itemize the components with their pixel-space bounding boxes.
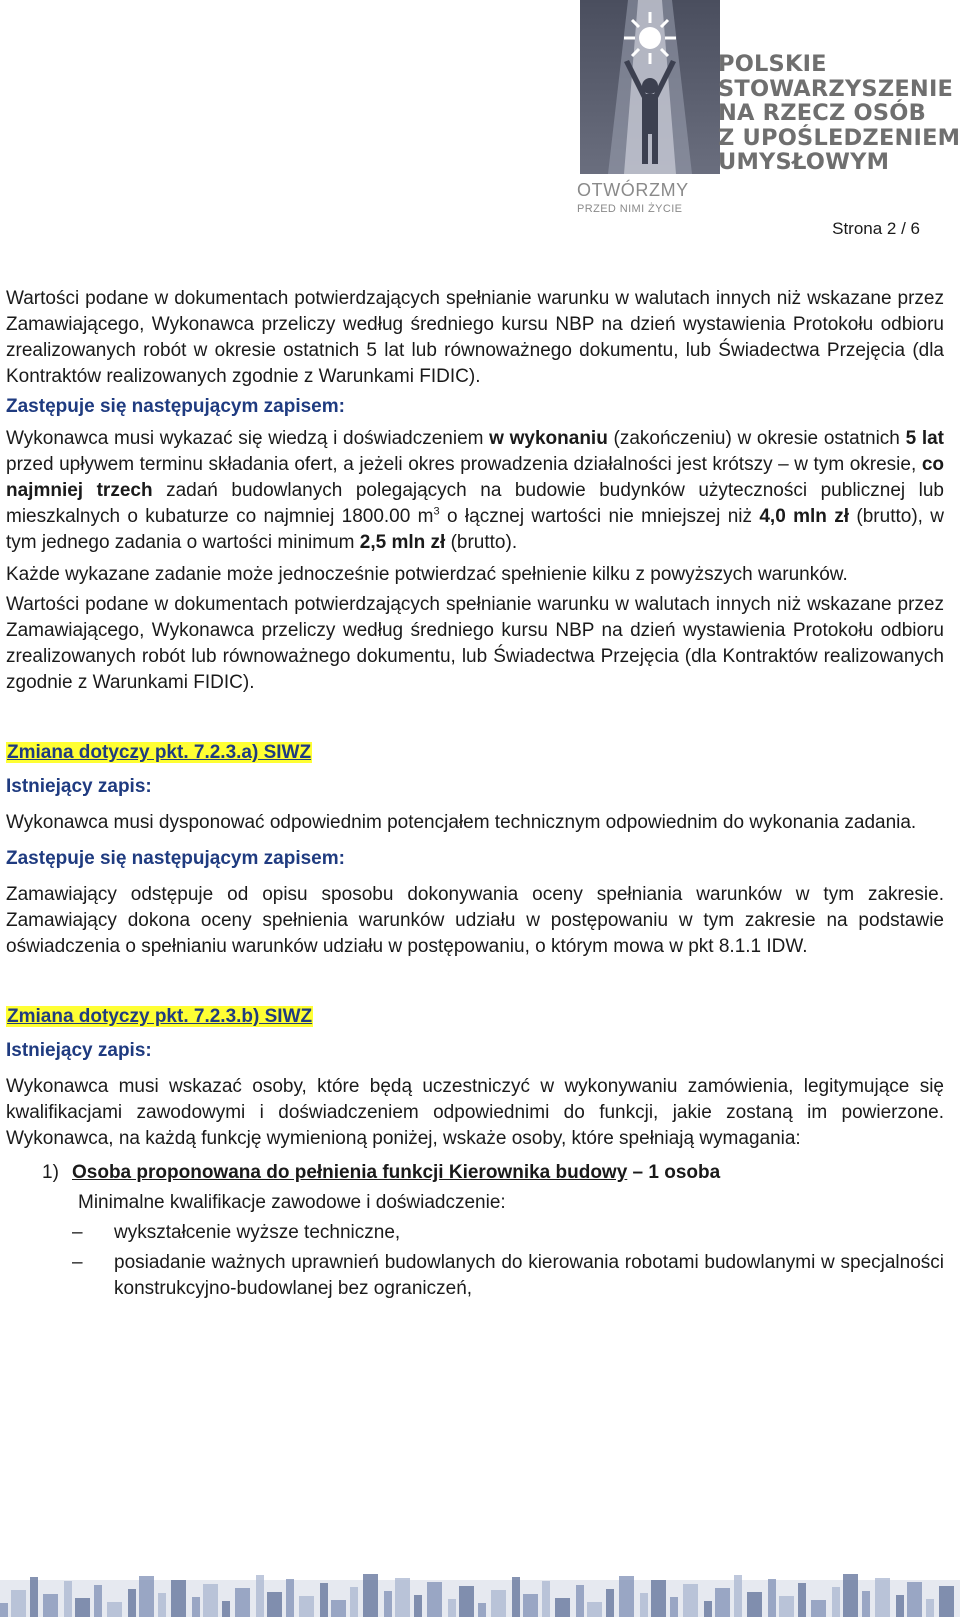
bold-span: 5 lat — [905, 428, 944, 449]
superscript: 3 — [433, 505, 440, 518]
footer-silhouette — [267, 1592, 282, 1617]
footer-silhouette — [171, 1580, 186, 1617]
list-subheading: Minimalne kwalifikacje zawodowe i doświadczenie: — [78, 1192, 506, 1213]
list-item-suffix: – 1 osoba — [627, 1162, 721, 1183]
footer-silhouette — [459, 1586, 474, 1617]
org-name-line: Z UPOŚLEDZENIEM — [718, 124, 960, 151]
footer-silhouette — [64, 1581, 72, 1617]
text-span: Wykonawca musi wykazać się wiedzą i doświadczeniem — [6, 428, 490, 449]
footer-silhouette — [811, 1600, 826, 1617]
text-span: zadań budowlanych polegających na budowie budynków użyteczności publicznej lub mieszkalnych o kubaturze co najmniej 1800.00 m — [6, 480, 944, 527]
footer-silhouette — [256, 1575, 264, 1617]
footer-silhouette — [158, 1593, 166, 1617]
list-number: 1) — [42, 1162, 59, 1183]
footer-silhouette — [896, 1595, 904, 1617]
footer-silhouette — [907, 1582, 922, 1617]
footer-silhouette — [203, 1584, 218, 1617]
text-span: o łącznej wartości nie mniejszej niż — [439, 506, 760, 527]
footer-silhouette — [670, 1597, 678, 1617]
change-heading-a — [6, 740, 944, 766]
footer-silhouette — [286, 1579, 294, 1617]
dash-item-text: posiadanie ważnych uprawnień budowlanych do kierowania robotami budowlanymi w specjalności konstrukcyjno-budowlanej bez ograniczeń, — [114, 1252, 944, 1299]
footer-silhouette — [448, 1599, 456, 1617]
footer-silhouette — [862, 1591, 870, 1617]
change-label: Zmiana dotyczy pkt. 7.2.3.a) SIWZ — [7, 742, 312, 763]
footer-silhouette — [235, 1588, 250, 1617]
footer-silhouette — [523, 1594, 538, 1617]
footer-silhouette — [128, 1589, 136, 1617]
org-name-line: NA RZECZ OSÓB — [718, 100, 926, 126]
logo-emblem-icon — [580, 0, 720, 186]
bold-span: 2,5 mln zł — [359, 532, 446, 553]
footer-silhouette — [11, 1590, 26, 1617]
footer-silhouette — [512, 1577, 520, 1617]
document-body — [6, 286, 944, 1302]
paragraph-currency-conversion: Wartości podane w dokumentach potwierdzających spełnianie warunku w walutach innych niż wskazane przez Zamawiającego, Wykonawca przeliczy według średniego kursu NBP na dzień wystawienia Protokołu odbioru zrealizowanych robót w okresie ostatnich 5 lat lub równoważnego dokumentu, lub Świadectwa Przejęcia (dla Kontraktów realizowanych zgodnie z Warunkami FIDIC). — [6, 288, 944, 387]
organization-name — [718, 52, 960, 175]
text-span: (zakończeniu) w okresie ostatnich — [607, 428, 906, 449]
footer-silhouette — [683, 1584, 698, 1617]
footer-silhouette — [43, 1594, 58, 1617]
footer-silhouette — [427, 1582, 442, 1617]
paragraph-waiver: Zamawiający odstępuje od opisu sposobu dokonywania oceny spełniania warunków w tym zakresie. Zamawiający dokona oceny spełnienia warunków udziału w postępowaniu w tym zakresie na podstawie oświadczenia o spełnianiu warunków udziału w postępowaniu, o którym mowa w pkt 8.1.1 IDW. — [6, 884, 944, 957]
footer-silhouette — [30, 1577, 38, 1617]
footer-silhouette — [192, 1597, 200, 1617]
footer-silhouette — [926, 1599, 934, 1617]
org-name-line: STOWARZYSZENIE — [718, 75, 954, 102]
footer-silhouette — [832, 1587, 840, 1617]
paragraph-currency-conversion-2: Wartości podane w dokumentach potwierdzających spełnianie warunku w walutach innych niż wskazane przez Zamawiającego, Wykonawca przeliczy według średniego kursu NBP na dzień wystawienia Protokołu odbioru zrealizowanych robót lub równoważnego dokumentu, lub Świadectwa Przejęcia (dla Kontraktów realizowanych zgodnie z Warunkami FIDIC). — [6, 594, 944, 693]
bold-span: co najmniej trzech — [6, 454, 944, 501]
text-span: (brutto), w tym jednego zadania o wartości minimum — [6, 506, 944, 553]
change-heading-b — [6, 1004, 944, 1030]
footer-silhouette — [875, 1578, 890, 1617]
org-name-line: POLSKIE — [718, 51, 827, 77]
footer-silhouette — [747, 1592, 762, 1617]
footer-silhouette — [555, 1598, 570, 1617]
tagline-sub: PRZED NIMI ŻYCIE — [577, 203, 683, 215]
footer-silhouette — [299, 1596, 314, 1617]
organization-logo — [577, 0, 960, 222]
paragraph-technical-potential: Wykonawca musi dysponować odpowiednim potencjałem technicznym odpowiednim do wykonania zadania. — [6, 812, 917, 833]
footer-silhouette — [939, 1586, 954, 1617]
paragraph-experience-requirement — [6, 426, 944, 556]
page-number: Strona 2 / 6 — [832, 219, 920, 238]
footer-silhouette — [798, 1583, 806, 1617]
dash-marker: – — [72, 1222, 83, 1243]
footer-silhouette — [0, 1603, 8, 1617]
footer-silhouette — [606, 1589, 614, 1617]
footer-silhouette — [576, 1585, 584, 1617]
footer-silhouette — [395, 1578, 410, 1617]
footer-silhouette — [75, 1598, 90, 1617]
existing-heading: Istniejący zapis: — [6, 1040, 152, 1061]
footer-silhouette — [843, 1574, 858, 1617]
dash-marker: – — [72, 1252, 83, 1273]
paragraph-multiple-conditions: Każde wykazane zadanie może jednocześnie potwierdzać spełnienie kilku z powyższych warunków. — [6, 564, 848, 585]
footer-silhouette — [350, 1587, 358, 1617]
bold-span: 4,0 mln zł — [759, 506, 850, 527]
footer-silhouette — [542, 1581, 550, 1617]
footer-silhouette — [222, 1601, 230, 1617]
list-item-title: Osoba proponowana do pełnienia funkcji Kierownika budowy — [72, 1162, 628, 1183]
footer-silhouette — [704, 1601, 712, 1617]
bold-span: w wykonaniu — [489, 428, 608, 449]
footer-silhouette — [491, 1590, 506, 1617]
list-item — [6, 1160, 944, 1186]
footer-silhouette — [651, 1580, 666, 1617]
footer-silhouette — [384, 1591, 392, 1617]
footer-silhouette — [619, 1576, 634, 1617]
existing-heading: Istniejący zapis: — [6, 776, 152, 797]
dash-item — [6, 1220, 944, 1246]
footer-silhouette — [94, 1585, 102, 1617]
footer-silhouette — [715, 1588, 730, 1617]
footer-silhouette — [139, 1576, 154, 1617]
footer-decoration-icon — [0, 1560, 960, 1617]
footer-silhouette — [640, 1593, 648, 1617]
paragraph-personnel: Wykonawca musi wskazać osoby, które będą uczestniczyć w wykonywaniu zamówienia, legitymujące się kwalifikacjami zawodowymi i doświadczeniem odpowiednimi do funkcji, jakie zostaną im powierzone. Wykonawca, na każdą funkcję wymienioną poniżej, wskaże osoby, które spełniają wymagania: — [6, 1076, 944, 1149]
list-item-text — [72, 1160, 720, 1186]
footer-silhouette — [587, 1602, 602, 1617]
replace-heading: Zastępuje się następującym zapisem: — [6, 396, 345, 417]
tagline-main: OTWÓRZMY — [577, 180, 689, 200]
footer-silhouette — [478, 1603, 486, 1617]
footer-silhouette — [107, 1602, 122, 1617]
text-span: przed upływem terminu składania ofert, a jeżeli okres prowadzenia działalności jest krótszy – w tym okresie, — [6, 454, 922, 475]
footer-silhouette — [320, 1583, 328, 1617]
replace-heading: Zastępuje się następującym zapisem: — [6, 848, 345, 869]
change-label: Zmiana dotyczy pkt. 7.2.3.b) SIWZ — [7, 1006, 313, 1027]
footer-silhouette — [363, 1574, 378, 1617]
footer-silhouette — [779, 1596, 794, 1617]
footer-silhouette — [734, 1575, 742, 1617]
dash-item-text: wykształcenie wyższe techniczne, — [114, 1222, 401, 1243]
footer-silhouette — [414, 1595, 422, 1617]
footer-silhouette — [331, 1600, 346, 1617]
org-name-line: UMYSŁOWYM — [718, 149, 890, 175]
footer-silhouette — [768, 1579, 776, 1617]
requirements-list — [6, 1160, 944, 1302]
dash-item — [6, 1250, 944, 1302]
text-span: (brutto). — [445, 532, 518, 553]
